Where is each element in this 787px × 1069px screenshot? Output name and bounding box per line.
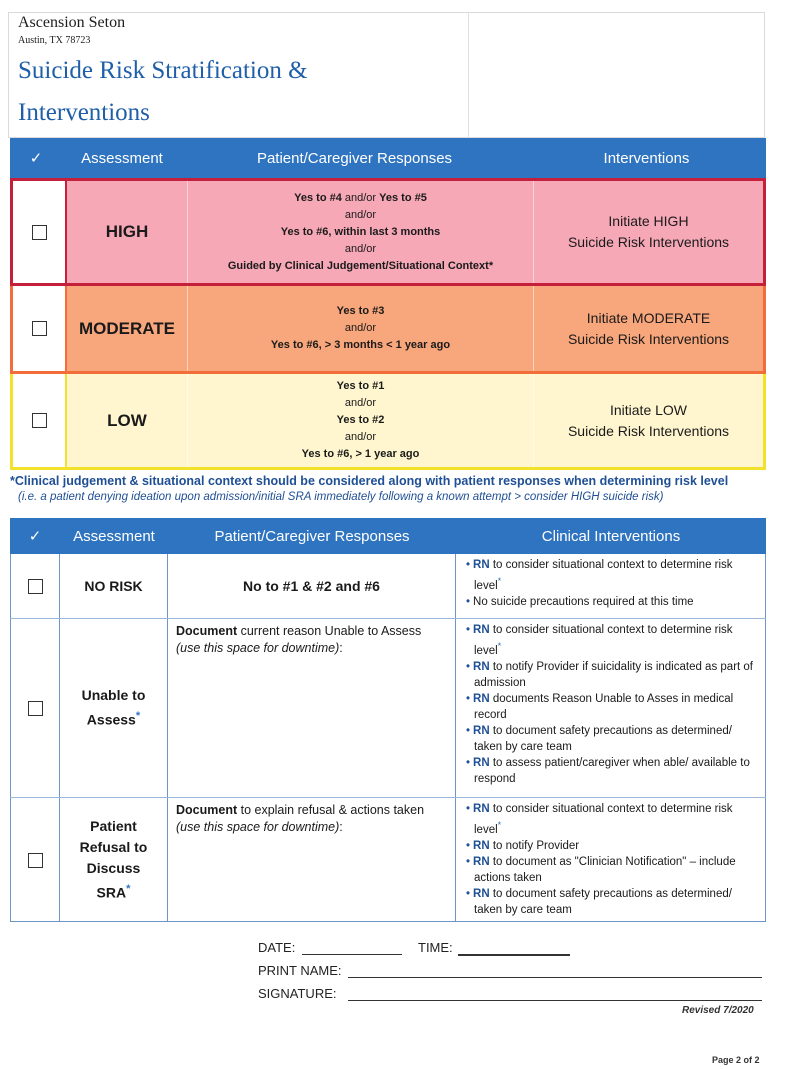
response-line: and/or [344, 208, 377, 221]
intervention-line-2: Suicide Risk Interventions [567, 330, 730, 347]
footnote-main: *Clinical judgement & situational context should be considered along with patient responses when determining risk level [10, 474, 729, 488]
response-line: Yes to #3 [336, 305, 385, 317]
response-line: and/or [344, 397, 377, 409]
intervention-line-1: Initiate MODERATE [586, 309, 711, 326]
column-responses: Patient/Caregiver Responses [256, 149, 453, 167]
assessment-label: NO RISK [60, 554, 168, 618]
checkmark-icon: ✓ [29, 150, 43, 167]
table-bottom-border [10, 921, 766, 922]
response-line: Yes to #6, within last 3 months [280, 225, 441, 238]
check-cell [10, 798, 60, 922]
time-field[interactable] [458, 954, 570, 956]
interventions-list [456, 798, 766, 922]
risk-intervention [534, 374, 763, 467]
risk-row-high [10, 178, 766, 286]
risk-responses [188, 374, 534, 467]
risk-intervention [534, 286, 763, 371]
document-title [18, 50, 458, 134]
column-responses: Patient/Caregiver Responses [214, 527, 410, 545]
response-line: Yes to #6, > 3 months < 1 year ago [270, 339, 451, 351]
intervention-item: • RN to assess patient/caregiver when able/ available to respond [464, 755, 759, 787]
no-risk-checkbox[interactable] [28, 579, 43, 594]
column-assessment: Assessment [73, 527, 155, 545]
intervention-item: • RN to consider situational context to determine risk level* [464, 557, 759, 594]
response-line: Yes to #1 [336, 380, 385, 392]
intervention-item: • RN to document safety precautions as determined/ taken by care team [464, 886, 759, 918]
response-line: Yes to #4 and/or Yes to #5 [294, 191, 427, 204]
page-number: Page 2 of 2 [712, 1055, 760, 1065]
intervention-item: • RN to notify Provider [464, 838, 759, 854]
low-checkbox[interactable] [32, 413, 47, 428]
interventions-list [456, 619, 766, 797]
downtime-notes-field[interactable]: Document to explain refusal & actions taken (use this space for downtime): [168, 798, 456, 922]
clinical-row-unable-to-assess [10, 619, 766, 798]
risk-row-low [10, 374, 766, 470]
signature-label: SIGNATURE: [258, 986, 337, 1001]
org-name: Ascension Seton [18, 14, 126, 31]
footnote-example: (i.e. a patient denying ideation upon admission/initial SRA immediately following a known attempt > consider HIGH suicide risk) [18, 491, 664, 503]
risk-row-moderate [10, 286, 766, 374]
signature-field[interactable] [348, 1000, 762, 1001]
intervention-line-1: Initiate HIGH [608, 213, 689, 229]
column-clinical-interventions: Clinical Interventions [541, 527, 681, 545]
checkmark-icon: ✓ [28, 528, 42, 545]
intervention-item: • RN to document as "Clinician Notification" – include actions taken [464, 854, 759, 886]
risk-responses [188, 286, 534, 371]
intervention-item: • RN to consider situational context to determine risk level* [464, 801, 759, 838]
risk-level-label: MODERATE [67, 286, 188, 371]
print-name-label: PRINT NAME: [258, 963, 342, 978]
downtime-notes-field[interactable]: Document current reason Unable to Assess (use this space for downtime): [168, 619, 456, 797]
column-assessment: Assessment [81, 149, 163, 167]
revised-date: Revised 7/2020 [682, 1005, 754, 1016]
assessment-label: Unable to Assess* [60, 619, 168, 797]
intervention-line-1: Initiate LOW [609, 401, 688, 418]
check-cell [13, 181, 67, 283]
moderate-checkbox[interactable] [32, 321, 47, 336]
risk-level-label: LOW [67, 374, 188, 467]
response-line: and/or [344, 431, 377, 443]
print-name-field[interactable] [348, 977, 762, 978]
intervention-item: • RN to document safety precautions as determined/ taken by care team [464, 723, 759, 755]
unable-to-assess-checkbox[interactable] [28, 701, 43, 716]
intervention-line-2: Suicide Risk Interventions [567, 422, 730, 439]
risk-responses [188, 181, 534, 283]
assessment-label: Patient Refusal to Discuss SRA* [60, 798, 168, 922]
response-line: Guided by Clinical Judgement/Situational Context* [227, 259, 494, 272]
intervention-item: • RN to notify Provider if suicidality is indicated as part of admission [464, 659, 759, 691]
response-line: and/or [344, 242, 377, 255]
risk-intervention [534, 181, 763, 283]
date-label: DATE: [258, 940, 296, 955]
check-cell [13, 374, 67, 467]
clinical-table [10, 554, 766, 922]
risk-table-header [10, 138, 766, 178]
clinical-table-header [10, 518, 766, 554]
check-cell [10, 619, 60, 797]
column-interventions: Interventions [603, 149, 690, 167]
response-line: Yes to #6, > 1 year ago [301, 448, 420, 460]
time-label: TIME: [418, 940, 453, 955]
clinical-row-no-risk [10, 554, 766, 619]
interventions-list [456, 554, 766, 618]
intervention-line-2: Suicide Risk Interventions [567, 234, 730, 250]
response-line: Yes to #2 [336, 414, 385, 426]
risk-level-label: HIGH [67, 181, 188, 283]
patient-refusal-checkbox[interactable] [28, 853, 43, 868]
response-line: and/or [344, 322, 377, 334]
intervention-item: • No suicide precautions required at this time [464, 594, 759, 610]
check-cell [10, 554, 60, 618]
header-divider [468, 12, 469, 138]
title-line-1: Suicide Risk Stratification & [18, 57, 308, 84]
date-field[interactable] [302, 954, 402, 955]
high-checkbox[interactable] [32, 225, 47, 240]
intervention-item: • RN documents Reason Unable to Asses in medical record [464, 691, 759, 723]
title-line-2: Interventions [18, 99, 150, 126]
clinical-row-patient-refusal [10, 798, 766, 922]
check-cell [13, 286, 67, 371]
org-address: Austin, TX 78723 [18, 35, 91, 46]
intervention-item: • RN to consider situational context to determine risk level* [464, 622, 759, 659]
response-text: No to #1 & #2 and #6 [168, 554, 456, 618]
